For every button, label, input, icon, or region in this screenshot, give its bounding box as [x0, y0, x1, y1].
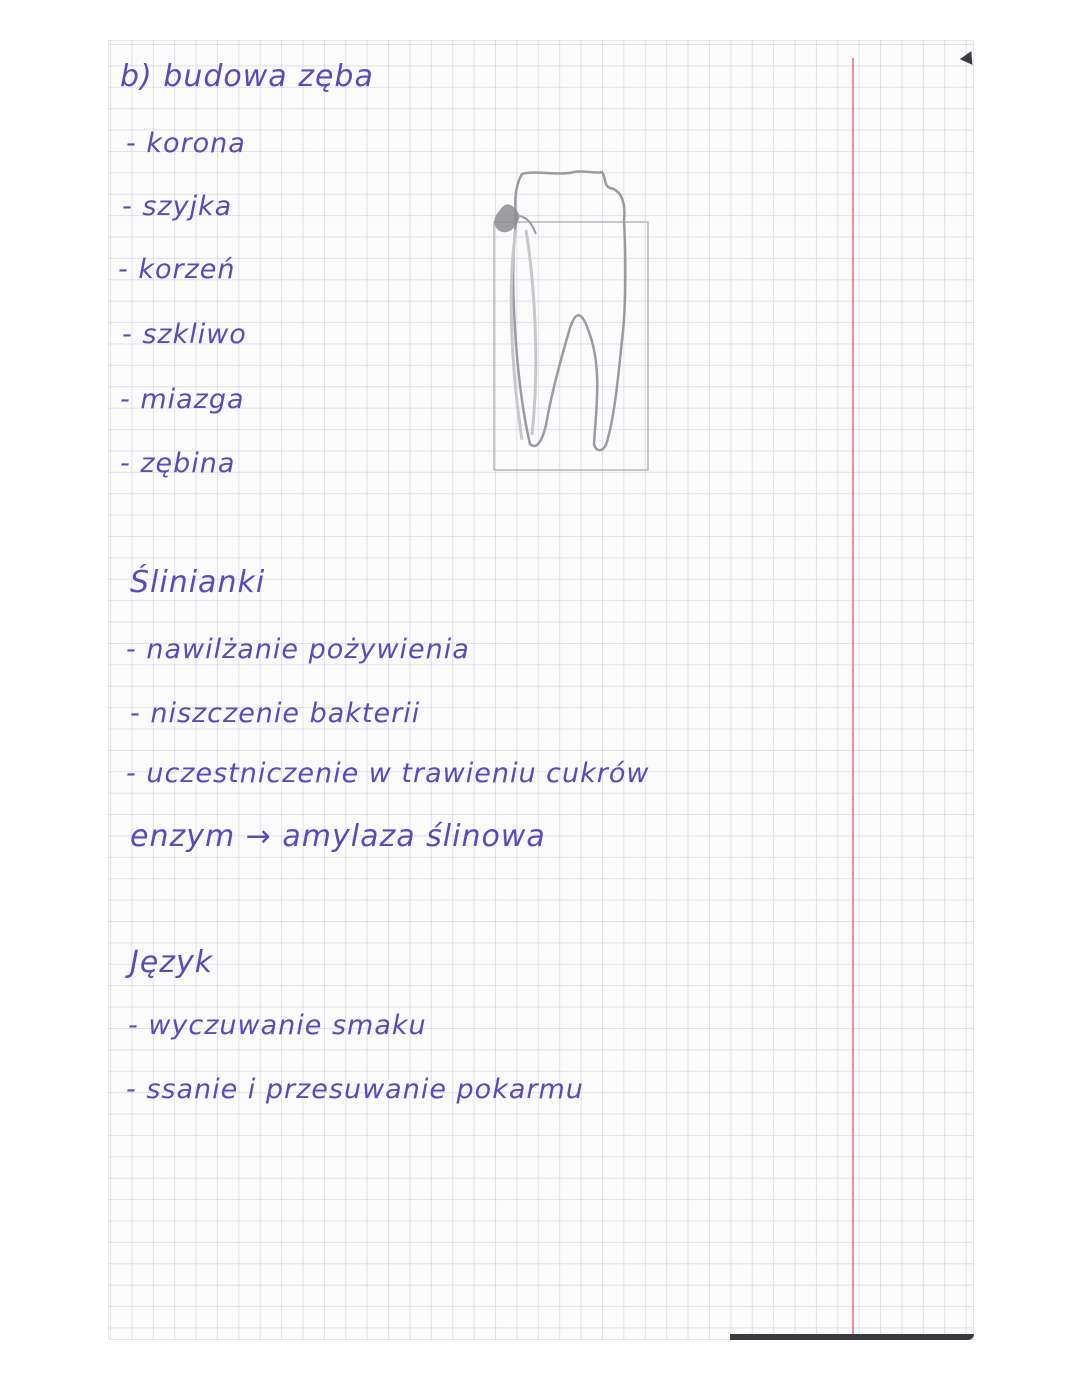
page-bottom-edge [730, 1334, 974, 1340]
salivary-item-digestion: - uczestniczenie w trawieniu cukrów [126, 758, 650, 789]
tooth-root-canal-left [511, 230, 522, 440]
tooth-item-root: - korzeń [118, 254, 236, 285]
tooth-root-canal-right [526, 230, 536, 435]
tooth-item-dentin: - zębina [120, 448, 236, 479]
tooth-sketch-icon [470, 160, 660, 480]
salivary-item-moistening: - nawilżanie pożywienia [126, 634, 470, 665]
salivary-glands-heading: Ślinianki [130, 565, 266, 600]
tooth-structure-heading: b) budowa zęba [120, 59, 374, 94]
tongue-item-sucking: - ssanie i przesuwanie pokarmu [126, 1074, 584, 1105]
tongue-heading: Język [130, 945, 214, 980]
tooth-item-neck: - szyjka [122, 191, 233, 222]
tooth-item-enamel: - szkliwo [122, 319, 247, 350]
tongue-item-taste: - wyczuwanie smaku [128, 1010, 427, 1041]
tooth-item-pulp: - miazga [120, 384, 245, 415]
tooth-item-crown: - korona [126, 128, 246, 159]
salivary-enzyme-line: enzym → amylaza ślinowa [130, 819, 546, 854]
salivary-item-bacteria: - niszczenie bakterii [130, 698, 421, 729]
red-margin-line [852, 58, 854, 1340]
tooth-outline [513, 171, 625, 450]
tooth-neck-line [520, 216, 536, 234]
